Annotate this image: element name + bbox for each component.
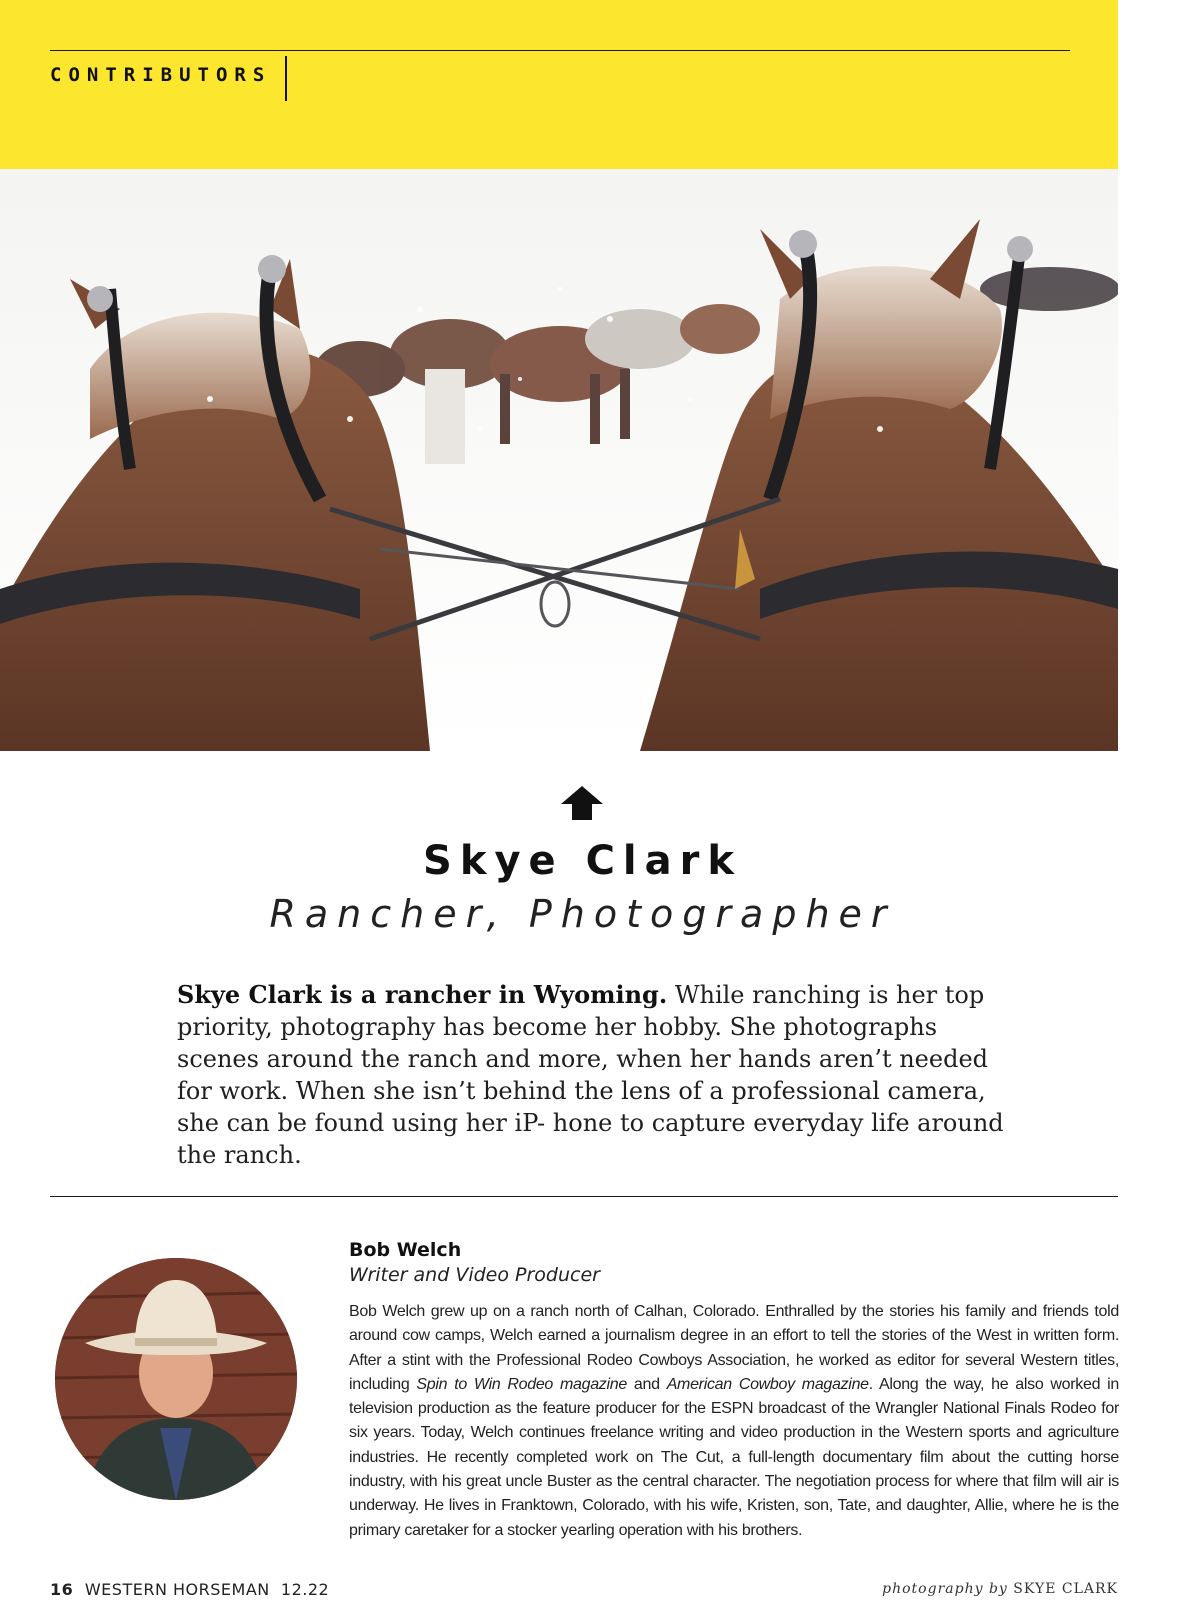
credit-by: by	[988, 1581, 1008, 1597]
section-label-divider	[285, 56, 287, 101]
second-contributor-bio	[349, 1300, 1119, 1543]
publication-title-2: American Cowboy magazine	[666, 1375, 869, 1393]
section-label: CONTRIBUTORS	[50, 64, 272, 86]
bio-text-part-3: . Along the way, he also worked in television production as the feature producer for the ESPN broadcast of the Wrangler National Finals Rodeo for six years. Today, Welch continues freelance writing and video production in the Western sports and agriculture industries. He recently completed work on The Cut, a full-length documentary film about the cutting horse industry, with his great uncle Buster as the central character. The negotiation process for where that film will air is underway. He lives in Franktown, Colorado, with his wife, Kristen, son, Tate, and daughter, Allie, where he is the primary caretaker for a stocker yearling operation with his brothers.	[349, 1375, 1119, 1539]
bio-text-part-1: Bob Welch grew up on a ranch north of Calhan, Colorado. Enthralled by the stories his family and friends told around cow camps, Welch earned a journalism degree in an effort to tell the stories of the West in written form. After a stint with the Professional Rodeo Cowboys Association, he worked as editor for several Western titles, including	[349, 1303, 1119, 1393]
up-arrow-icon	[561, 786, 603, 820]
second-contributor-role: Writer and Video Producer	[349, 1264, 600, 1286]
contributor-bio-rest: While ranching is her top priority, photography has become her hobby. She photographs scenes around the ranch and more, when her hands aren’t needed for work. When she isn’t behind the lens of a professional camera, she can be found using her iP- hone to capture everyday life around the ranch.	[177, 981, 1004, 1169]
section-divider	[50, 1196, 1118, 1197]
page-number: 16	[50, 1580, 74, 1599]
issue-date: 12.22	[280, 1580, 330, 1599]
folio	[50, 1580, 329, 1599]
credit-prefix: photography	[882, 1581, 984, 1597]
photo-credit	[882, 1581, 1118, 1597]
contributor-name: Skye Clark	[423, 838, 742, 884]
second-contributor-name: Bob Welch	[349, 1239, 462, 1261]
publication-name: WESTERN HORSEMAN	[84, 1580, 270, 1599]
hero-photo	[0, 169, 1118, 751]
contributor-bio-lead: Skye Clark is a rancher in Wyoming.	[177, 980, 668, 1009]
contributor-role: Rancher, Photographer	[269, 892, 896, 936]
publication-title-1: Spin to Win Rodeo magazine	[416, 1375, 627, 1393]
contributor-bio	[177, 979, 1007, 1171]
header-rule	[50, 50, 1070, 51]
bio-text-part-2: and	[626, 1375, 667, 1393]
avatar	[55, 1258, 297, 1500]
credit-name: SKYE CLARK	[1013, 1581, 1118, 1597]
